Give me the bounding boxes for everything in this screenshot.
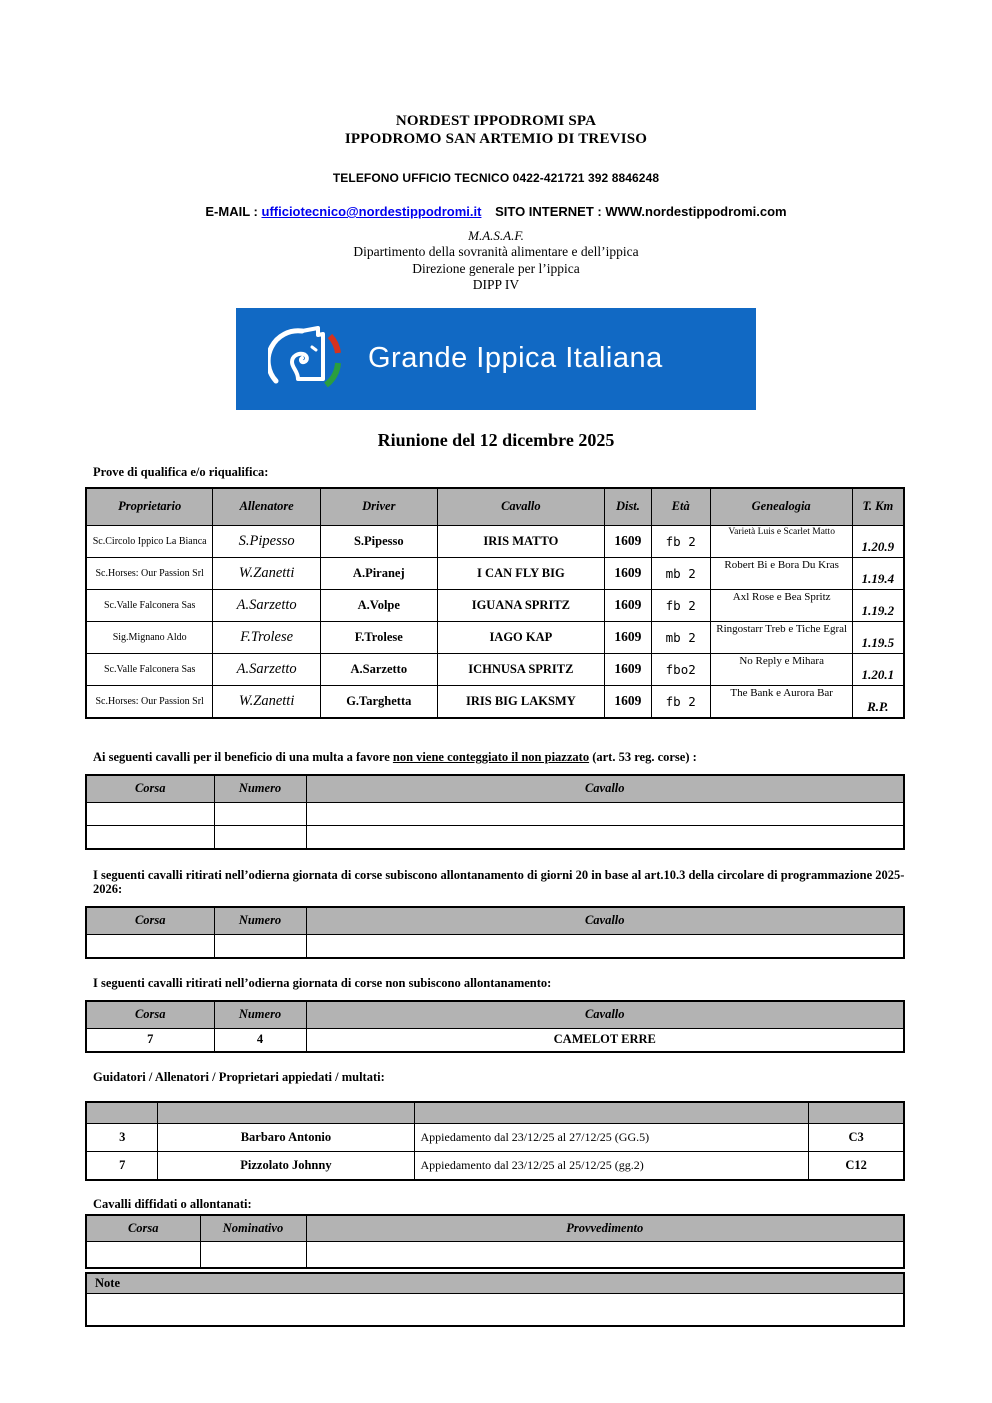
cell-eta: fbo2 xyxy=(651,653,710,685)
cell-eta: fb 2 xyxy=(651,525,710,557)
cell-tempo-km: R.P. xyxy=(852,685,904,718)
column-header: Allenatore xyxy=(213,488,321,526)
cell-cavallo: IGUANA SPRITZ xyxy=(437,589,604,621)
cell-proprietario: Sc.Horses: Our Passion Srl xyxy=(86,557,213,589)
diffidati-table xyxy=(85,1214,905,1269)
note-body-row xyxy=(86,1293,904,1326)
cell-corsa xyxy=(86,1241,200,1268)
cell-cavallo: ICHNUSA SPRITZ xyxy=(437,653,604,685)
cell-tempo-km: 1.19.2 xyxy=(852,589,904,621)
ritirati-allontanamento-table xyxy=(85,906,905,959)
cell-eta: fb 2 xyxy=(651,685,710,718)
phone-line: TELEFONO UFFICIO TECNICO 0422-421721 392 8846248 xyxy=(332,171,660,185)
venue-name: IPPODROMO SAN ARTEMIO DI TREVISO xyxy=(344,131,648,147)
cell-driver: G.Targhetta xyxy=(320,685,437,718)
column-header: Dist. xyxy=(605,488,652,526)
ritirati-no-allontanamento-label: I seguenti cavalli ritirati nell’odierna giornata di corse non subiscono allontanamento: xyxy=(93,975,552,990)
cell-provvedimento: Appiedamento dal 23/12/25 al 27/12/25 (GG.5) xyxy=(414,1123,809,1151)
diffidati-header-row xyxy=(86,1215,904,1242)
table-row xyxy=(86,557,904,589)
email-link[interactable]: ufficiotecnico@nordestippodromi.it xyxy=(261,204,482,219)
cell-proprietario: Sc.Horses: Our Passion Srl xyxy=(86,685,213,718)
table-row xyxy=(86,934,904,958)
cell-cavallo xyxy=(306,825,904,849)
note-header-row xyxy=(86,1273,904,1294)
cell-cavallo: IRIS BIG LAKSMY xyxy=(437,685,604,718)
table-row xyxy=(86,621,904,653)
document-header xyxy=(0,0,992,294)
cell-cavallo: I CAN FLY BIG xyxy=(437,557,604,589)
document-body xyxy=(85,465,905,1327)
multa-header-row xyxy=(86,775,904,803)
cell-eta: mb 2 xyxy=(651,621,710,653)
cell-allenatore: S.Pipesso xyxy=(213,525,321,557)
cell-numero: 4 xyxy=(214,1028,306,1052)
cell-genealogia: No Reply e Mihara xyxy=(710,653,852,685)
table-row xyxy=(86,685,904,718)
cell-genealogia: Robert Bi e Bora Du Kras xyxy=(710,557,852,589)
column-header: Corsa xyxy=(86,907,214,935)
qualifica-table xyxy=(85,487,905,719)
table-row xyxy=(86,525,904,557)
table-row xyxy=(86,1123,904,1151)
cell-codice: C12 xyxy=(809,1151,904,1180)
cell-corsa xyxy=(86,934,214,958)
cell-corsa: 7 xyxy=(86,1151,158,1180)
cell-distanza: 1609 xyxy=(605,621,652,653)
multa-table xyxy=(85,774,905,850)
ministry-department: Dipartimento della sovranità alimentare e dell’ippica xyxy=(353,244,639,259)
multa-label-pre: Ai seguenti cavalli per il beneficio di una multa a favore xyxy=(93,749,393,764)
email-label: E-MAIL : xyxy=(205,204,258,219)
cell-distanza: 1609 xyxy=(605,557,652,589)
table-row xyxy=(86,802,904,825)
column-header: Corsa xyxy=(86,1001,214,1029)
multa-label-underlined: non viene conteggiato il non piazzato xyxy=(392,749,590,764)
column-header: T. Km xyxy=(852,488,904,526)
ministry-office: DIPP IV xyxy=(472,277,520,292)
column-header: Nominativo xyxy=(200,1215,306,1242)
cell-proprietario: Sig.Mignano Aldo xyxy=(86,621,213,653)
ritirati-allontanamento-label: I seguenti cavalli ritirati nell’odierna giornata di corse subiscono allontanamento di giorni 20 in base al art.10.3 della circolare di programmazione 2025-2026: xyxy=(93,867,905,896)
cell-allenatore: A.Sarzetto xyxy=(213,653,321,685)
table-row xyxy=(86,1151,904,1180)
column-header: Provvedimento xyxy=(306,1215,904,1242)
cell-nominativo: Pizzolato Johnny xyxy=(158,1151,414,1180)
cell-provvedimento: Appiedamento dal 23/12/25 al 25/12/25 (gg.2) xyxy=(414,1151,809,1180)
cell-allenatore: F.Trolese xyxy=(213,621,321,653)
header-row xyxy=(86,1001,904,1029)
cell-tempo-km: 1.20.9 xyxy=(852,525,904,557)
cell-driver: A.Volpe xyxy=(320,589,437,621)
grande-ippica-italiana-banner xyxy=(236,308,756,410)
column-header: Cavallo xyxy=(306,1001,904,1029)
cell-corsa: 3 xyxy=(86,1123,158,1151)
cell-provvedimento xyxy=(306,1241,904,1268)
ministry-direction: Direzione generale per l’ippica xyxy=(412,260,580,276)
cell-cavallo xyxy=(306,802,904,825)
appiedati-table xyxy=(85,1101,905,1181)
cell-eta: fb 2 xyxy=(651,589,710,621)
column-header: Cavallo xyxy=(306,775,904,803)
banner-title: Grande Ippica Italiana xyxy=(368,342,663,374)
column-header: Driver xyxy=(320,488,437,526)
cell-tempo-km: 1.19.5 xyxy=(852,621,904,653)
cell-proprietario: Sc.Valle Falconera Sas xyxy=(86,589,213,621)
column-header: Corsa xyxy=(86,1215,200,1242)
column-header: Cavallo xyxy=(306,907,904,935)
header-row xyxy=(86,907,904,935)
note-table xyxy=(85,1272,905,1327)
cell-genealogia: Ringostarr Treb e Tiche Egral xyxy=(710,621,852,653)
cell-allenatore: A.Sarzetto xyxy=(213,589,321,621)
column-header: Genealogia xyxy=(710,488,852,526)
cell-nominativo xyxy=(200,1241,306,1268)
table-row xyxy=(86,1241,904,1268)
cell-eta: mb 2 xyxy=(651,557,710,589)
cell-distanza: 1609 xyxy=(605,589,652,621)
table-row xyxy=(86,1028,904,1052)
diffidati-section-label: Cavalli diffidati o allontanati: xyxy=(93,1196,252,1211)
multa-section-label xyxy=(85,750,905,765)
cell-proprietario: Sc.Valle Falconera Sas xyxy=(86,653,213,685)
horse-head-logo-icon xyxy=(268,323,342,395)
column-header: Numero xyxy=(214,775,306,803)
appiedati-header-row xyxy=(86,1102,904,1124)
cell-distanza: 1609 xyxy=(605,653,652,685)
column-header: Numero xyxy=(214,907,306,935)
cell-distanza: 1609 xyxy=(605,685,652,718)
cell-corsa: 7 xyxy=(86,1028,214,1052)
cell-allenatore: W.Zanetti xyxy=(213,557,321,589)
ritirati-no-allontanamento-table xyxy=(85,1000,905,1053)
site-label: SITO INTERNET : WWW.nordestippodromi.com xyxy=(495,204,787,219)
cell-tempo-km: 1.19.4 xyxy=(852,557,904,589)
cell-corsa xyxy=(86,825,214,849)
qualifica-section-label: Prove di qualifica e/o riqualifica: xyxy=(93,464,269,479)
column-header xyxy=(414,1102,809,1124)
cell-driver: S.Pipesso xyxy=(320,525,437,557)
cell-cavallo: CAMELOT ERRE xyxy=(306,1028,904,1052)
cell-genealogia: Axl Rose e Bea Spritz xyxy=(710,589,852,621)
cell-corsa xyxy=(86,802,214,825)
cell-cavallo: IAGO KAP xyxy=(437,621,604,653)
contact-line xyxy=(0,204,992,219)
column-header: Età xyxy=(651,488,710,526)
cell-cavallo xyxy=(306,934,904,958)
cell-codice: C3 xyxy=(809,1123,904,1151)
cell-genealogia: The Bank e Aurora Bar xyxy=(710,685,852,718)
cell-driver: A.Sarzetto xyxy=(320,653,437,685)
note-header: Note xyxy=(86,1273,904,1294)
cell-nominativo: Barbaro Antonio xyxy=(158,1123,414,1151)
qualifica-header-row xyxy=(86,488,904,526)
cell-numero xyxy=(214,934,306,958)
column-header: Corsa xyxy=(86,775,214,803)
column-header: Cavallo xyxy=(437,488,604,526)
appiedati-section-label: Guidatori / Allenatori / Proprietari appiedati / multati: xyxy=(93,1069,385,1084)
column-header: Proprietario xyxy=(86,488,213,526)
column-header xyxy=(809,1102,904,1124)
cell-allenatore: W.Zanetti xyxy=(213,685,321,718)
cell-numero xyxy=(214,802,306,825)
company-name: NORDEST IPPODROMI SPA xyxy=(395,113,597,129)
cell-driver: A.Piranej xyxy=(320,557,437,589)
table-row xyxy=(86,653,904,685)
ministry-acronym: M.A.S.A.F. xyxy=(468,228,524,243)
column-header xyxy=(86,1102,158,1124)
cell-cavallo: IRIS MATTO xyxy=(437,525,604,557)
column-header: Numero xyxy=(214,1001,306,1029)
note-content xyxy=(86,1293,904,1326)
cell-tempo-km: 1.20.1 xyxy=(852,653,904,685)
table-row xyxy=(86,589,904,621)
cell-distanza: 1609 xyxy=(605,525,652,557)
meeting-title: Riunione del 12 dicembre 2025 xyxy=(377,429,615,450)
cell-proprietario: Sc.Circolo Ippico La Bianca xyxy=(86,525,213,557)
cell-driver: F.Trolese xyxy=(320,621,437,653)
cell-numero xyxy=(214,825,306,849)
column-header xyxy=(158,1102,414,1124)
cell-genealogia: Varietà Luis e Scarlet Matto xyxy=(710,525,852,557)
table-row xyxy=(86,825,904,849)
multa-label-post: (art. 53 reg. corse) : xyxy=(589,749,697,764)
